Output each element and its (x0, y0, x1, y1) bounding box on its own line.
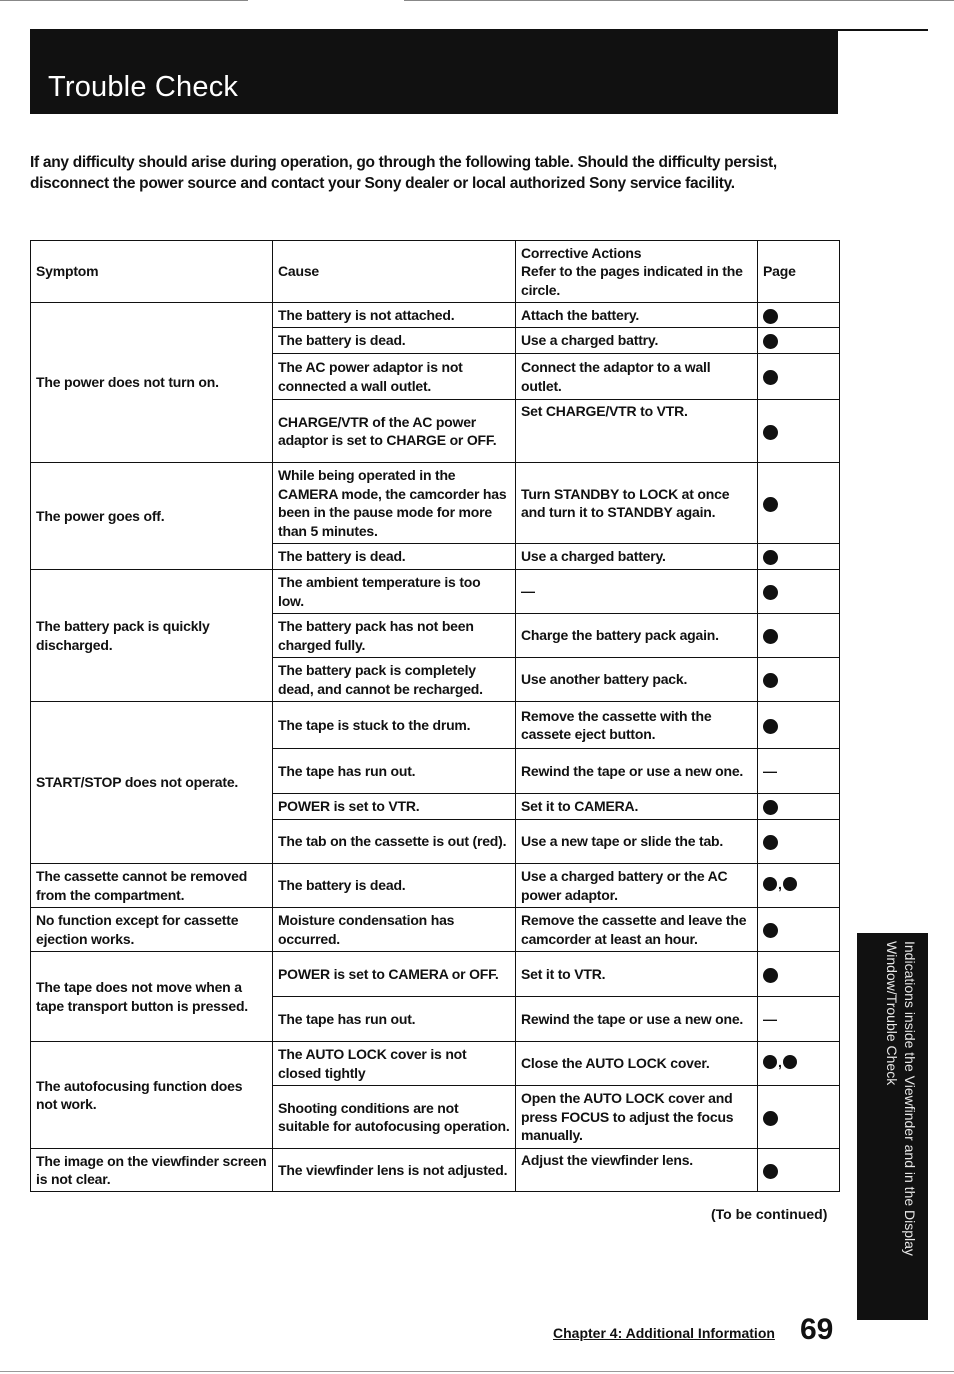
page-reference-circle-icon (763, 835, 778, 850)
page-reference-circle-icon (763, 1055, 777, 1069)
symptom-cell: The cassette cannot be removed from the compartment. (31, 864, 273, 908)
table-header-row (31, 241, 840, 303)
action-cell: Rewind the tape or use a new one. (516, 749, 758, 794)
action-cell: Remove the cassette and leave the camcorder at least an hour. (516, 908, 758, 952)
table-row (31, 908, 840, 952)
action-cell: Use a new tape or slide the tab. (516, 820, 758, 864)
page-cell (758, 952, 840, 997)
page-reference-circle-icon (763, 334, 778, 349)
cause-cell: The battery is dead. (273, 864, 516, 908)
cause-cell: The battery pack has not been charged fully. (273, 614, 516, 658)
page-reference-circle-icon (763, 497, 778, 512)
cause-cell: The AUTO LOCK cover is not closed tightly (273, 1042, 516, 1086)
page-cell: — (758, 997, 840, 1042)
title-banner (30, 31, 838, 114)
page-reference-circle-icon (763, 550, 778, 565)
header-page: Page (758, 241, 840, 303)
page-cell (758, 463, 840, 544)
page-reference-circle-icon (783, 1055, 797, 1069)
page-title: Trouble Check (48, 71, 239, 103)
page-cell (758, 1042, 840, 1086)
page-cell (758, 303, 840, 328)
symptom-cell: The battery pack is quickly discharged. (31, 570, 273, 702)
cause-cell: The battery is not attached. (273, 303, 516, 328)
table-row (31, 463, 840, 544)
page-reference-circle-icon (763, 923, 778, 938)
header-actions (516, 241, 758, 303)
header-cause: Cause (273, 241, 516, 303)
page-reference-circle-icon (763, 309, 778, 324)
action-cell: Use a charged battery. (516, 544, 758, 570)
cause-cell: The tape has run out. (273, 749, 516, 794)
symptom-cell: The tape does not move when a tape transport button is pressed. (31, 952, 273, 1042)
side-index-tab (857, 933, 928, 1320)
page-reference-circle-icon (783, 877, 797, 891)
page-cell (758, 614, 840, 658)
page-reference-circle-icon (763, 370, 778, 385)
page-cell: — (758, 749, 840, 794)
page-separator: , (778, 1054, 782, 1071)
cause-cell: Shooting conditions are not suitable for autofocusing operation. (273, 1086, 516, 1149)
page-cell (758, 354, 840, 400)
page-cell (758, 1086, 840, 1149)
cause-cell: The AC power adaptor is not connected a wall outlet. (273, 354, 516, 400)
bottom-rule (0, 1371, 954, 1372)
header-actions-title: Corrective Actions (521, 244, 642, 261)
cause-cell: Moisture condensation has occurred. (273, 908, 516, 952)
page-reference-circle-icon (763, 629, 778, 644)
action-cell: Charge the battery pack again. (516, 614, 758, 658)
cause-cell: The tape is stuck to the drum. (273, 702, 516, 749)
page-reference-circle-icon (763, 800, 778, 815)
page-separator: , (778, 876, 782, 893)
page-cell (758, 820, 840, 864)
cause-cell: The battery is dead. (273, 544, 516, 570)
action-cell: Attach the battery. (516, 303, 758, 328)
page-cell (758, 658, 840, 702)
action-cell: Use another battery pack. (516, 658, 758, 702)
top-rule-left (0, 0, 248, 1)
action-cell: Turn STANDBY to LOCK at once and turn it to STANDBY again. (516, 463, 758, 544)
symptom-cell: The autofocusing function does not work. (31, 1042, 273, 1149)
trouble-check-table (30, 240, 840, 1192)
page-cell (758, 570, 840, 614)
table-row (31, 864, 840, 908)
cause-cell: POWER is set to CAMERA or OFF. (273, 952, 516, 997)
cause-cell: The tab on the cassette is out (red). (273, 820, 516, 864)
cause-cell: The tape has run out. (273, 997, 516, 1042)
page-reference-circle-icon (763, 1164, 778, 1179)
page-reference-pair (763, 1053, 797, 1072)
header-symptom: Symptom (31, 241, 273, 303)
page-reference-circle-icon (763, 877, 777, 891)
page-reference-circle-icon (763, 719, 778, 734)
page-cell (758, 794, 840, 820)
page-cell (758, 908, 840, 952)
header-actions-note: Refer to the pages indicated in the circle. (521, 263, 743, 298)
table-row (31, 570, 840, 614)
page-number: 69 (800, 1313, 834, 1346)
table-row (31, 1149, 840, 1192)
page-cell (758, 544, 840, 570)
action-cell: Set it to CAMERA. (516, 794, 758, 820)
page-cell (758, 864, 840, 908)
action-cell: — (516, 570, 758, 614)
action-cell: Set it to VTR. (516, 952, 758, 997)
action-cell: Use a charged battery or the AC power adaptor. (516, 864, 758, 908)
page-reference-circle-icon (763, 968, 778, 983)
cause-cell: The battery is dead. (273, 328, 516, 354)
cause-cell: The battery pack is completely dead, and cannot be recharged. (273, 658, 516, 702)
action-cell: Open the AUTO LOCK cover and press FOCUS to adjust the focus manually. (516, 1086, 758, 1149)
page-reference-circle-icon (763, 425, 778, 440)
symptom-cell: The power goes off. (31, 463, 273, 570)
footer-chapter: Chapter 4: Additional Information (553, 1325, 775, 1341)
symptom-cell: The image on the viewfinder screen is not clear. (31, 1149, 273, 1192)
top-rule-right (404, 0, 954, 1)
action-cell: Connect the adaptor to a wall outlet. (516, 354, 758, 400)
page-cell (758, 328, 840, 354)
continued-note: (To be continued) (711, 1206, 828, 1222)
cause-cell: CHARGE/VTR of the AC power adaptor is set to CHARGE or OFF. (273, 400, 516, 463)
table-row (31, 952, 840, 997)
action-cell: Adjust the viewfinder lens. (516, 1149, 758, 1192)
intro-paragraph: If any difficulty should arise during operation, go through the following table. Should the difficulty persist, disconnect the power source and contact your Sony dealer or local authorized Sony service facility. (30, 154, 777, 192)
page-reference-pair (763, 875, 797, 894)
action-cell: Remove the cassette with the cassete eject button. (516, 702, 758, 749)
page-cell (758, 400, 840, 463)
page-reference-circle-icon (763, 585, 778, 600)
page-reference-circle-icon (763, 673, 778, 688)
cause-cell: POWER is set to VTR. (273, 794, 516, 820)
table-row (31, 1042, 840, 1086)
side-tab-label: Indications inside the Viewfinder and in the Display Window/Trouble Check (884, 941, 918, 1256)
symptom-cell: No function except for cassette ejection works. (31, 908, 273, 952)
action-cell: Rewind the tape or use a new one. (516, 997, 758, 1042)
page-cell (758, 702, 840, 749)
action-cell: Set CHARGE/VTR to VTR. (516, 400, 758, 463)
action-cell: Close the AUTO LOCK cover. (516, 1042, 758, 1086)
page-reference-circle-icon (763, 1111, 778, 1126)
table-row (31, 702, 840, 749)
cause-cell: While being operated in the CAMERA mode, the camcorder has been in the pause mode for more than 5 minutes. (273, 463, 516, 544)
table-row (31, 303, 840, 328)
symptom-cell: The power does not turn on. (31, 303, 273, 463)
cause-cell: The ambient temperature is too low. (273, 570, 516, 614)
symptom-cell: START/STOP does not operate. (31, 702, 273, 864)
action-cell: Use a charged battry. (516, 328, 758, 354)
page-cell (758, 1149, 840, 1192)
cause-cell: The viewfinder lens is not adjusted. (273, 1149, 516, 1192)
